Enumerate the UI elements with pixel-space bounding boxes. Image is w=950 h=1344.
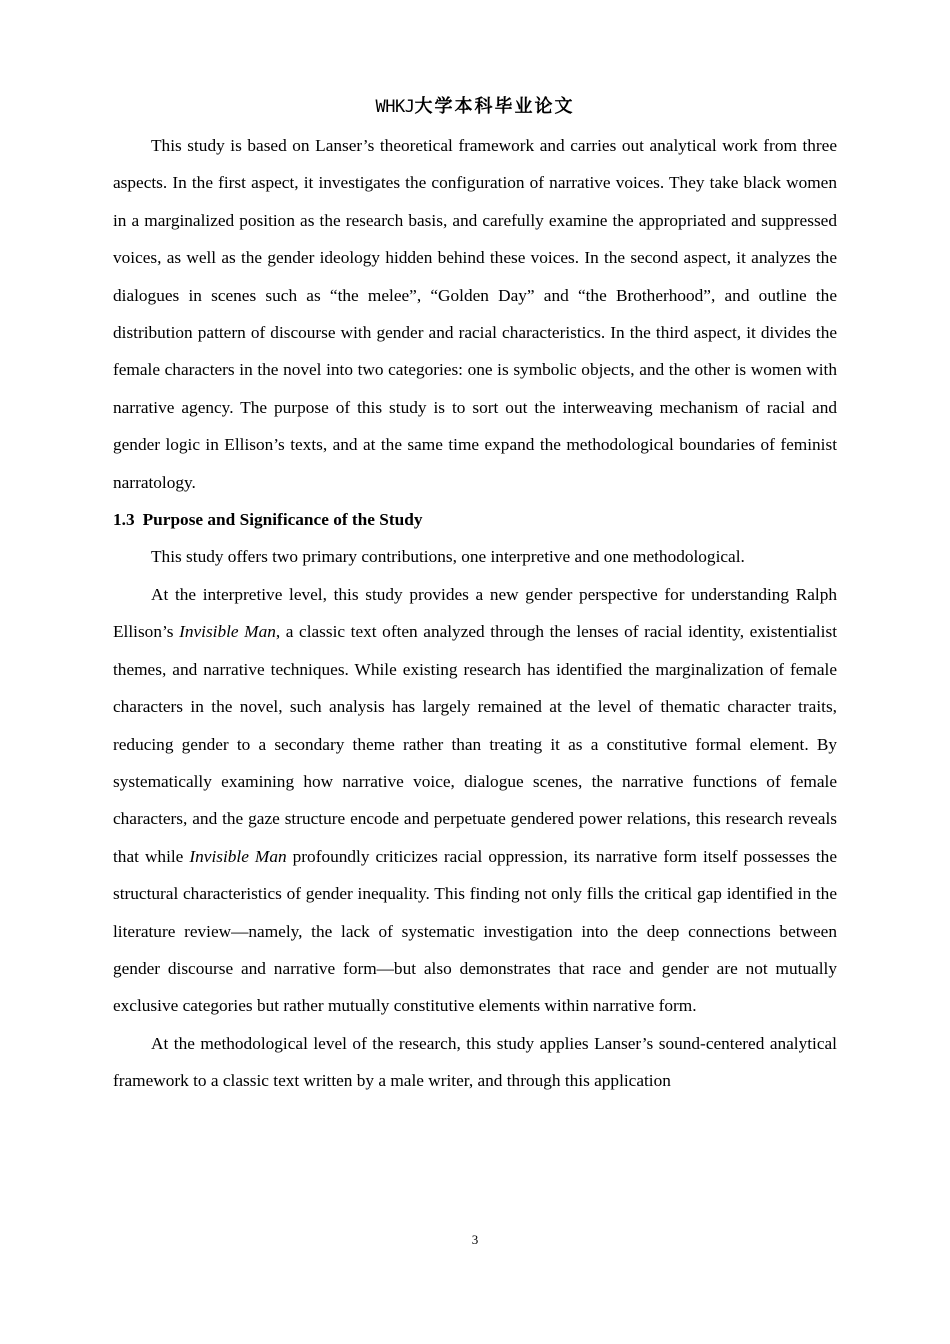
page-header — [0, 94, 950, 119]
header-cjk-text: 大学本科毕业论文 — [414, 96, 575, 117]
paragraph-study-framework: This study is based on Lanser’s theoretical framework and carries out analytical work from three aspects. In the first aspect, it investigates the configuration of narrative voices. They take black women in a marginalized position as the research basis, and carefully examine the appropriated and suppressed voices, as well as the gender ideology hidden behind these voices. In the second aspect, it analyzes the dialogues in scenes such as “the melee”, “Golden Day” and “the Brotherhood”, and outline the distribution pattern of discourse with gender and racial characteristics. In the third aspect, it divides the female characters in the novel into two categories: one is symbolic objects, and the other is women with narrative agency. The purpose of this study is to sort out the interweaving mechanism of racial and gender logic in Ellison’s texts, and at the same time expand the methodological boundaries of feminist narratology. — [113, 136, 837, 492]
interpretive-text-part-3: profoundly criticizes racial oppression, its narrative form itself possesses the structural characteristics of gender inequality. This finding not only fills the critical gap identified in the literature review—namely, the lack of systematic investigation into the deep connections between gender discourse and narrative form—but also demonstrates that race and gender are not mutually exclusive categories but rather mutually constitutive elements within narrative form. — [113, 846, 837, 1016]
paragraph-methodological-level: At the methodological level of the research, this study applies Lanser’s sound-centered analytical framework to a classic text written by a male writer, and through this application — [113, 1033, 837, 1091]
book-title-italic: Invisible Man — [179, 622, 276, 642]
section-number: 1.3 — [113, 510, 135, 530]
interpretive-text-part-2: , a classic text often analyzed through the lenses of racial identity, existentialist themes, and narrative techniques. While existing research has identified the marginalization of female characters in the novel, such analysis has largely remained at the level of thematic character traits, reducing gender to a secondary theme rather than treating it as a constitutive formal element. By systematically examining how narrative voice, dialogue scenes, the narrative functions of female characters, and the gaze structure encode and perpetuate gendered power relations, this research reveals that while — [113, 622, 837, 866]
document-body — [113, 127, 837, 1100]
paragraph-interpretive-level — [113, 576, 837, 1025]
header-latin-text: WHKJ — [375, 97, 415, 117]
page-number: 3 — [471, 1232, 479, 1247]
section-title: Purpose and Significance of the Study — [142, 510, 423, 530]
section-heading — [113, 501, 837, 538]
paragraph-contributions: This study offers two primary contributions, one interpretive and one methodological. — [151, 547, 745, 567]
book-title-italic: Invisible Man — [189, 846, 287, 866]
interpretive-text-part-1: At the interpretive level, this study provides a new gender perspective for understanding Ralph Ellison’s — [113, 584, 837, 642]
